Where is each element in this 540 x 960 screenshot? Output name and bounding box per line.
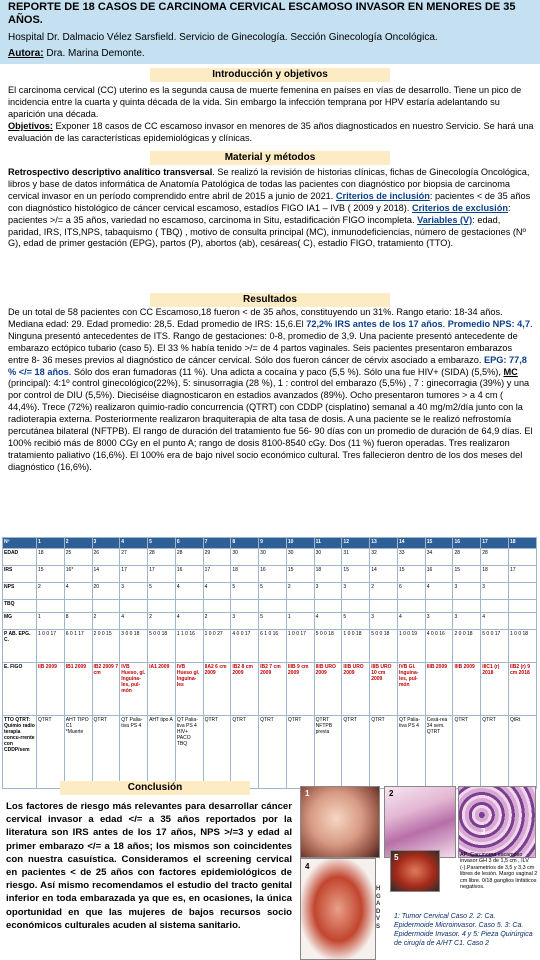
objective-label: Objetivos: (8, 120, 53, 131)
table-cell: 6 0 1 17 (64, 630, 92, 663)
table-cell: 30 (314, 549, 342, 566)
table-cell (148, 600, 176, 613)
table-header-case: 13 (370, 538, 398, 549)
table-row-label: MG (3, 613, 37, 630)
table-cell: 2 0 0 18 (453, 630, 481, 663)
table-cell: 30 (286, 549, 314, 566)
table-header-case: 11 (314, 538, 342, 549)
table-header-case: 7 (203, 538, 231, 549)
table-cell: IIIB URO 2009 (314, 663, 342, 716)
photo-invasive-histology (458, 786, 536, 858)
table-cell (509, 549, 537, 566)
table-row (3, 716, 537, 789)
table-header-case: 5 (148, 538, 176, 549)
photo-5-number: 5 (394, 853, 399, 862)
methods-text (8, 167, 534, 250)
table-cell: 28 (481, 549, 509, 566)
table-cell: 4 (314, 613, 342, 630)
table-row-label: E. FIGO (3, 663, 37, 716)
photo-3-number: 3 (481, 827, 486, 836)
table-row (3, 549, 537, 566)
table-cell: 33 (397, 549, 425, 566)
table-cell: 2 (92, 613, 120, 630)
ap-caption: AP: Carcinoma escamoso invasor GH 3 de 1,5 cm , ILV (-).Parametrios de 3,5 y 3,3 cm libres de lesión. Margo vaginal 2 cm libre. 0/18 ganglios linfáticos negativos. (460, 852, 538, 891)
table-cell: 18 (481, 566, 509, 583)
table-cell: 15 (286, 566, 314, 583)
table-cell: QtRt (509, 716, 537, 789)
table-cell (370, 600, 398, 613)
table-cell: QTRT (481, 716, 509, 789)
table-cell (37, 600, 65, 613)
table-row (3, 566, 537, 583)
photo-surgical-specimen (300, 858, 376, 960)
table-cell: 30 (231, 549, 259, 566)
results-highlight-epg: EPG: 77,8 % </= 18 años (8, 354, 527, 377)
table-cell: 30 (259, 549, 287, 566)
table-cell: 1 0 0 19 (397, 630, 425, 663)
exclusion-label: Criterios de exclusión (411, 202, 508, 213)
results-text2: . (442, 318, 448, 329)
table-cell: 17 (148, 566, 176, 583)
table-cell: 1 0 0 17 (286, 630, 314, 663)
table-cell: 18 (37, 549, 65, 566)
table-row (3, 600, 537, 613)
table-row-label: IRS (3, 566, 37, 583)
table-cell: 1 1 0 16 (175, 630, 203, 663)
table-cell: 3 (370, 613, 398, 630)
table-cell: 15 (37, 566, 65, 583)
table-cell: Cesá-rea 34 sem. QTRT (425, 716, 453, 789)
intro-text (8, 85, 534, 145)
table-cell: 16 (175, 566, 203, 583)
photo-4-number: 4 (305, 862, 310, 871)
table-cell: 5 0 0 18 (370, 630, 398, 663)
table-header-case: 6 (175, 538, 203, 549)
table-cell: 5 0 0 18 (148, 630, 176, 663)
table-cell: 5 (342, 613, 370, 630)
table-cell (481, 600, 509, 613)
table-cell: 5 (148, 583, 176, 600)
table-cell: 3 (481, 583, 509, 600)
table-cell: 18 (314, 566, 342, 583)
table-cell: QTRT (37, 716, 65, 789)
table-cell: IVB Hueso gl. Inguina-les (175, 663, 203, 716)
table-cell: 4 (120, 613, 148, 630)
table-cell: 2 (203, 613, 231, 630)
table-cell: 5 (259, 613, 287, 630)
table-cell: 4 (64, 583, 92, 600)
table-cell: 3 (453, 583, 481, 600)
table-cell: 34 (425, 549, 453, 566)
methods-lead: Retrospectivo descriptivo analítico transversal (8, 167, 213, 177)
table-cell: 5 0 0 18 (314, 630, 342, 663)
table-cell: QTRT (259, 716, 287, 789)
table-cell: QT Palia-tiva PS 4 (120, 716, 148, 789)
table-cell: 4 (481, 613, 509, 630)
results-highlight-irs: 72,2% IRS antes de los 17 años (306, 318, 443, 329)
table-cell: IIB2 (r) 9 cm 2018 (509, 663, 537, 716)
table-cell: QTRT (286, 716, 314, 789)
author-name: Dra. Marina Demonte. (46, 48, 145, 59)
table-cell: 3 (120, 583, 148, 600)
table-cell: IIIB 2009 (453, 663, 481, 716)
table-cell: IB1 2009 (64, 663, 92, 716)
author-label: Autora: (8, 48, 44, 59)
table-cell: IA1 2009 (148, 663, 176, 716)
table-cell: QTRT (203, 716, 231, 789)
table-cell: 18 (231, 566, 259, 583)
table-cell (342, 600, 370, 613)
results-text4: . Sólo dos eran fumadoras (11 %). Una adicta a cocaína y paco (5,5 %). Sólo una fue HIV+ (SIDA) (5,5%), (68, 366, 504, 377)
results-highlight-nps: Promedio NPS: 4,7 (447, 318, 530, 329)
table-cell: IVB Gl. Inguina-les, pul-món (397, 663, 425, 716)
table-row-label: TBQ (3, 600, 37, 613)
table-cell: 17 (509, 566, 537, 583)
table-header-case: 12 (342, 538, 370, 549)
exclusion-text: : pacientes >/= a 35 años, variedad no escamoso, carcinoma in Situ, estadificación FIGO incompleta. (8, 202, 511, 225)
table-cell (231, 600, 259, 613)
table-cell: 1 0 0 17 (37, 630, 65, 663)
table-header-case: 8 (231, 538, 259, 549)
photo-cervical-tumor (300, 786, 380, 858)
table-cell: 28 (148, 549, 176, 566)
table-cell: 3 (342, 583, 370, 600)
table-cell: 16* (64, 566, 92, 583)
table-header-case: 10 (286, 538, 314, 549)
table-cell: 25 (64, 549, 92, 566)
table-cell (453, 600, 481, 613)
table-cell: QTRT NFTPB previa (314, 716, 342, 789)
table-cell: IB2 8 cm 2009 (231, 663, 259, 716)
table-row (3, 613, 537, 630)
table-cell: IIIB URO 2009 (342, 663, 370, 716)
table-row-label: EDAD (3, 549, 37, 566)
table-cell (314, 600, 342, 613)
table-cell (259, 600, 287, 613)
table-row-label: P AB. EPG. C. (3, 630, 37, 663)
table-cell: 8 (64, 613, 92, 630)
table-cell: IIIB URO 10 cm 2009 (370, 663, 398, 716)
table-cell (92, 600, 120, 613)
table-cell: 28 (453, 549, 481, 566)
photo-1-number: 1 (305, 789, 310, 798)
table-cell (509, 600, 537, 613)
table-cell: 1 0 0 18 (342, 630, 370, 663)
table-cell (120, 600, 148, 613)
table-cell: 2 (148, 613, 176, 630)
table-cell: 4 (425, 583, 453, 600)
table-header-case: 14 (397, 538, 425, 549)
table-cell: 26 (92, 549, 120, 566)
table-cell: QT Palia-tiva PS 4 (397, 716, 425, 789)
table-cell: 14 (92, 566, 120, 583)
vertical-letters: H G A D V S (376, 886, 381, 930)
results-text5: (principal): 4:1º control ginecológico(22%), 5: sinusorragia (28 %), 1 : control del embarazo (5,5%) , 7 : ginecorragia (39%) y una por control de DIU (5,5%). Dieciséise diagnosticaron en estadios avanzados (89%). Ocho presentaron tumores > a 4 cm ( 44,4%). Trece (72%) realizaron quimio-radio concurrencia (QTRT) con CDDP (cisplatino) semanal a 40 mg/m2/día junto con la radioterapia externa. Posteriormente realizaron braquiterapia de alta tasa de dosis. A una paciente se le realizó nefrostomía percutánea bilateral (NFTPB). El rango de duración del tratamiento fue 56- 90 días con un promedio de duración de 64,9 días. El 100% recibió más de 8000 CGy en el punto A; rango de dosis 8100-8540 cGy. Dos (11 %) fueron operadas. Tres realizaron tratamiento paliativo (16,6%). El 100% era de bajo nivel socio económico cultural. Tres fallecieron dentro de los dos meses del diagnóstico (16,6%). (8, 378, 533, 472)
table-cell: QTRT (370, 716, 398, 789)
intro-heading: Introducción y objetivos (150, 68, 390, 82)
cases-table (2, 537, 537, 789)
table-cell: 3 0 0 18 (120, 630, 148, 663)
photo-microinvasive-histology (384, 786, 456, 858)
table-header-case: 9 (259, 538, 287, 549)
table-cell: 4 0 0 16 (425, 630, 453, 663)
table-cell: IIIB 9 cm 2009 (286, 663, 314, 716)
figure-caption: 1: Tumor Cervical Caso 2. 2: Ca. Epidermoide Microinvasor. Caso 5. 3: Ca. Epidermoide Invasor. 4 y 5: Pieza Quirúrgica de cirugía de A/HT C1. Caso 2 (394, 913, 533, 947)
hospital-line: Hospital Dr. Dalmacio Vélez Sarsfield. Servicio de Ginecología. Sección Ginecología Oncológica. (8, 32, 438, 43)
table-cell: 4 (175, 613, 203, 630)
table-cell: 3 (453, 613, 481, 630)
table-cell: 1 (286, 613, 314, 630)
table-cell: 31 (342, 549, 370, 566)
table-cell: QTRT (92, 716, 120, 789)
table-header-case: 15 (425, 538, 453, 549)
table-cell (397, 600, 425, 613)
table-cell: IIIB 2009 (425, 663, 453, 716)
variables-label: Variables (V) (417, 214, 473, 225)
inclusion-text: : pacientes < de 35 años con diagnóstico histológico de cáncer cervical escamoso, estadíos FIGO IA1 – IVB ( 2009 y 2018). (8, 190, 531, 213)
table-cell: 4 0 0 17 (231, 630, 259, 663)
table-cell: QTRT (342, 716, 370, 789)
table-cell: 15 (342, 566, 370, 583)
table-cell (175, 600, 203, 613)
table-cell: 6 (397, 583, 425, 600)
table-cell: 32 (370, 549, 398, 566)
table-cell: 4 (397, 613, 425, 630)
table-cell: IB2 2009 7 cm (92, 663, 120, 716)
table-cell: IB2 7 cm 2009 (259, 663, 287, 716)
table-row-label: NPS (3, 583, 37, 600)
table-cell: 27 (120, 549, 148, 566)
table-row-label: TTO QTRT: Quimio radio terapia concu-rrente con CDDP/sem (3, 716, 37, 789)
poster-header (0, 0, 540, 64)
photo-specimen-detail (390, 850, 440, 892)
author-line (8, 47, 145, 60)
table-cell: 4 (203, 583, 231, 600)
conclusion-text: Los factores de riesgo más relevantes para desarrollar cáncer cervical invasor a edad </= a 35 años reportados por la literatura son IRS antes de los 17 años, NPS >/=3 y edad al primer embarazo </= a 18 años; los mismos son coincidentes con nuestra casuística. Consideramos el screening cervical en pacientes < de 25 años con factores epidemiológicos de riesgo. Así mismo recomendamos el estudio del tracto genital inferior en toda embarazada ya que es, en ocasiones, la única oportunidad en que las mujeres de bajos recursos socio económicos culturales acuden al sistema sanitario. (6, 801, 292, 931)
table-cell: 2 (37, 583, 65, 600)
table-cell: AHT TIPO C1 *Muerte (64, 716, 92, 789)
table-cell: 4 (175, 583, 203, 600)
table-cell: 2 (286, 583, 314, 600)
conclusion-heading: Conclusión (60, 781, 250, 795)
table-cell: 6 1 0 16 (259, 630, 287, 663)
table-cell: 5 (231, 583, 259, 600)
table-row (3, 583, 537, 600)
table-cell: IIB 2009 (37, 663, 65, 716)
table-cell: 16 (425, 566, 453, 583)
variables-text: : edad, paridad, IRS, ITS,NPS, tabaquismo ( TBQ) , motivo de consulta principal (MC), inmunodeficiencias, número de gestaciones (Nº G), edad de primer gestación (EPG), partos (P), abortos (ab), cesáreas( C), estadio FIGO, tratamiento (TTO). (8, 214, 526, 249)
table-cell (509, 583, 537, 600)
results-heading: Resultados (150, 293, 390, 307)
table-cell: 5 0 0 17 (481, 630, 509, 663)
table-cell: 5 (259, 583, 287, 600)
table-header-case: 16 (453, 538, 481, 549)
table-header-case: 18 (509, 538, 537, 549)
methods-heading: Material y métodos (150, 151, 390, 165)
table-row (3, 663, 537, 716)
results-text1: De un total de 58 pacientes con CC Escamoso,18 fueron < de 35 años, constituyendo un 31%. Rango etario: 18-34 años. Mediana edad: 29. Edad promedio: 28,5. Edad promedio de IRS: 15,6.El (8, 307, 503, 329)
table-header-case: 17 (481, 538, 509, 549)
photo-2-number: 2 (389, 789, 394, 798)
table-cell: QT Palia-tiva PS 4 HIV+ PACO TBQ (175, 716, 203, 789)
table-cell: QTRT (453, 716, 481, 789)
table-cell: IVB Hueso, gl. Inguina-les, pul-món (120, 663, 148, 716)
table-cell: QTRT (231, 716, 259, 789)
table-cell (425, 600, 453, 613)
methods-text1: . Se realizó la revisión de historias clínicas, fichas de Ginecología Oncológica, libros y base de datos informática de Anatomía Patológica de todas las pacientes con diagnóstico por biopsia de carcinoma cervical invasor en un período comprendido entre abril de 2015 a junio de 2021. (8, 167, 530, 201)
table-cell: 1 (37, 613, 65, 630)
table-cell: 28 (175, 549, 203, 566)
table-cell: 2 0 0 15 (92, 630, 120, 663)
table-header-case: 2 (64, 538, 92, 549)
table-cell: 17 (203, 566, 231, 583)
table-cell: 29 (203, 549, 231, 566)
table-cell (509, 613, 537, 630)
intro-paragraph: El carcinoma cervical (CC) uterino es la segunda causa de muerte femenina en países en vías de desarrollo. Tiene un pico de incidencia entre la cuarta y quinta década de la vida. Sin embargo la infección temprana por HPV estaría adelantando su aparición una década. (8, 85, 522, 119)
table-cell: 16 (259, 566, 287, 583)
objective-text: Exponer 18 casos de CC escamoso invasor en menores de 35 años diagnosticados en nuestro Servicio. Se hará una evaluación de las características epidemiológicas y clínicas. (8, 120, 534, 143)
table-header-row (3, 538, 537, 549)
mc-label: MC (503, 366, 518, 377)
table-header-label: Nº (3, 538, 37, 549)
table-header-case: 4 (120, 538, 148, 549)
results-text3: . Ninguna presentó antecedentes de ITS. Rango de gestaciones: 0-8, promedio de 3,9. Una paciente presentó antecedente de embarazo ectópico tubario (caso 5). El 33 % había tenido >/= de 4 partos vaginales. Seis pacientes presentaron embarazos entre 8- 36 meses previos al diagnóstico de cáncer cervical. Sólo dos fueron cáncer de cérvix asociado a embarazo. (8, 318, 533, 365)
table-cell: 15 (397, 566, 425, 583)
table-cell: 3 (425, 613, 453, 630)
table-cell: 1 0 0 27 (203, 630, 231, 663)
table-cell (64, 600, 92, 613)
table-cell: AHT tipo A (148, 716, 176, 789)
table-cell: 3 (314, 583, 342, 600)
table-row (3, 630, 537, 663)
poster-title: REPORTE DE 18 CASOS DE CARCINOMA CERVICAL ESCAMOSO INVASOR EN MENORES DE 35 AÑOS. (8, 1, 516, 26)
table-cell: 15 (453, 566, 481, 583)
table-cell (203, 600, 231, 613)
table-cell (286, 600, 314, 613)
table-cell: IIA2 6 cm 2009 (203, 663, 231, 716)
table-cell: IIIC1 (r) 2018 (481, 663, 509, 716)
table-header-case: 1 (37, 538, 65, 549)
table-cell: 1 0 0 18 (509, 630, 537, 663)
inclusion-label: Criterios de inclusión (335, 190, 430, 201)
results-text (8, 307, 534, 474)
table-cell: 14 (370, 566, 398, 583)
table-header-case: 3 (92, 538, 120, 549)
table-cell: 20 (92, 583, 120, 600)
table-cell: 17 (120, 566, 148, 583)
table-cell: 2 (370, 583, 398, 600)
table-cell: 3 (231, 613, 259, 630)
